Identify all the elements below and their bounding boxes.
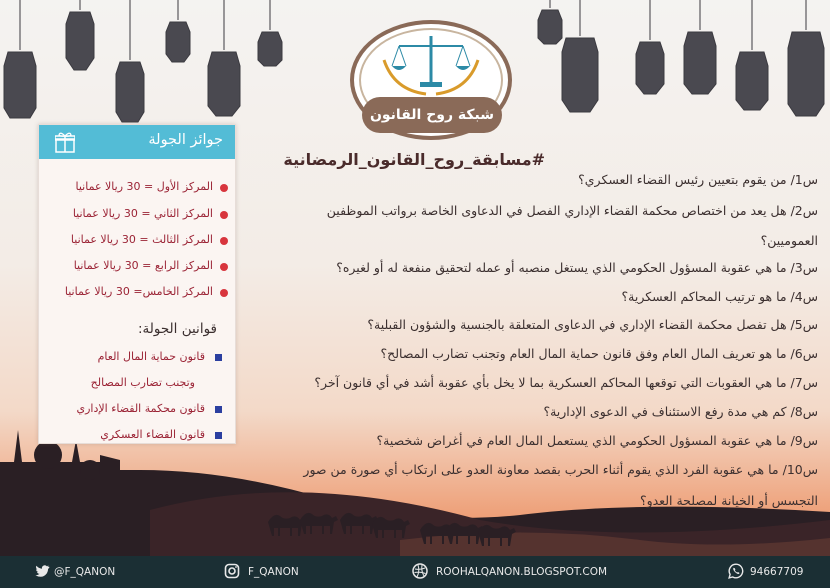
question-6: س6/ ما هو تعريف المال العام وفق قانون حماية المال العام وتجنب تضارب المصالح؟ [380,346,818,361]
logo [350,20,512,140]
whatsapp-number[interactable]: 94667709 [750,566,804,578]
prize-bullet-icon [220,237,228,245]
logo-name: شبكة روح القانون [362,97,502,133]
question-8: س8/ كم هي مدة رفع الاستئناف في الدعوى الإدارية؟ [543,404,818,419]
twitter-handle[interactable]: @F_QANON [54,566,116,578]
prizes-title: جوائز الجولة [148,132,223,148]
twitter-icon[interactable] [34,563,50,579]
rule-3: قانون القضاء العسكري [100,428,205,441]
question-2-continued: العموميين؟ [760,233,818,248]
prizes-header [39,125,235,159]
prize-bullet-icon [220,263,228,271]
question-5: س5/ هل تفصل محكمة القضاء الإداري في الدعاوى المتعلقة بالجنسية والشؤون القبلية؟ [367,317,818,332]
whatsapp-icon[interactable] [728,563,744,579]
prize-3: المركز الثالث = 30 ريالا عمانيا [70,233,213,246]
instagram-icon[interactable] [224,563,240,579]
scales-of-justice-icon [354,30,508,100]
question-7: س7/ ما هي العقوبات التي توقعها المحاكم العسكرية بما لا يخل بأي عقوبة أشد في أي قانون آخر؟ [314,375,818,390]
lantern-2 [66,12,94,70]
prize-5: المركز الخامس= 30 ريالا عمانيا [64,285,213,298]
prize-bullet-icon [220,211,228,219]
question-9: س9/ ما هي عقوبة المسؤول الحكومي الذي يستعمل المال العام في أغراض شخصية؟ [376,433,818,448]
website-link[interactable]: ROOHALQANON.BLOGSPOT.COM [436,566,608,578]
rule-bullet-icon [215,432,222,439]
dome [34,441,62,469]
lantern-4 [166,22,190,62]
question-2: س2/ هل يعد من اختصاص محكمة القضاء الإداري الفصل في الدعاوى الخاصة برواتب الموظفين [326,203,818,218]
lantern-10 [684,32,716,94]
prize-4: المركز الرابع = 30 ريالا عمانيا [73,259,213,272]
prize-2: المركز الثاني = 30 ريالا عمانيا [72,207,213,220]
prize-1: المركز الأول = 30 ريالا عمانيا [75,180,213,193]
lantern-11 [736,52,768,110]
lantern-1 [4,52,36,118]
question-1: س1/ من يقوم بتعيين رئيس القضاء العسكري؟ [578,172,818,187]
instagram-handle[interactable]: F_QANON [248,566,299,578]
rule-bullet-icon [215,354,222,361]
rule-1-continued: وتجنب تضارب المصالح [90,376,195,389]
rule-2: قانون محكمة القضاء الإداري [76,402,205,415]
prize-bullet-icon [220,184,228,192]
rule-1: قانون حماية المال العام [97,350,205,363]
footer-bar [0,556,830,588]
question-4: س4/ ما هو ترتيب المحاكم العسكرية؟ [621,289,818,304]
lantern-3 [116,62,144,122]
lantern-8 [562,38,598,112]
question-10-continued: التجسس أو الخيانة لمصلحة العدو؟ [639,493,818,508]
prizes-panel [38,124,236,444]
lantern-6 [258,32,282,66]
rules-title: قوانين الجولة: [137,321,217,337]
rule-bullet-icon [215,406,222,413]
dome-small [80,460,100,480]
competition-hashtag: #مسابقة_روح_القانون_الرمضانية [283,150,545,169]
question-3: س3/ ما هي عقوبة المسؤول الحكومي الذي يستغل منصبه أو عمله لتحقيق منفعة له أو لغيره؟ [336,260,818,275]
prize-bullet-icon [220,289,228,297]
blogger-icon[interactable] [412,563,428,579]
gift-icon [55,131,75,153]
lantern-12 [788,32,824,116]
lantern-9 [636,42,664,94]
lantern-5 [208,52,240,116]
lantern-7 [538,10,562,44]
question-10: س10/ ما هي عقوبة الفرد الذي يقوم أثناء الحرب بقصد معاونة العدو على ارتكاب أي صورة من صور [303,462,818,477]
